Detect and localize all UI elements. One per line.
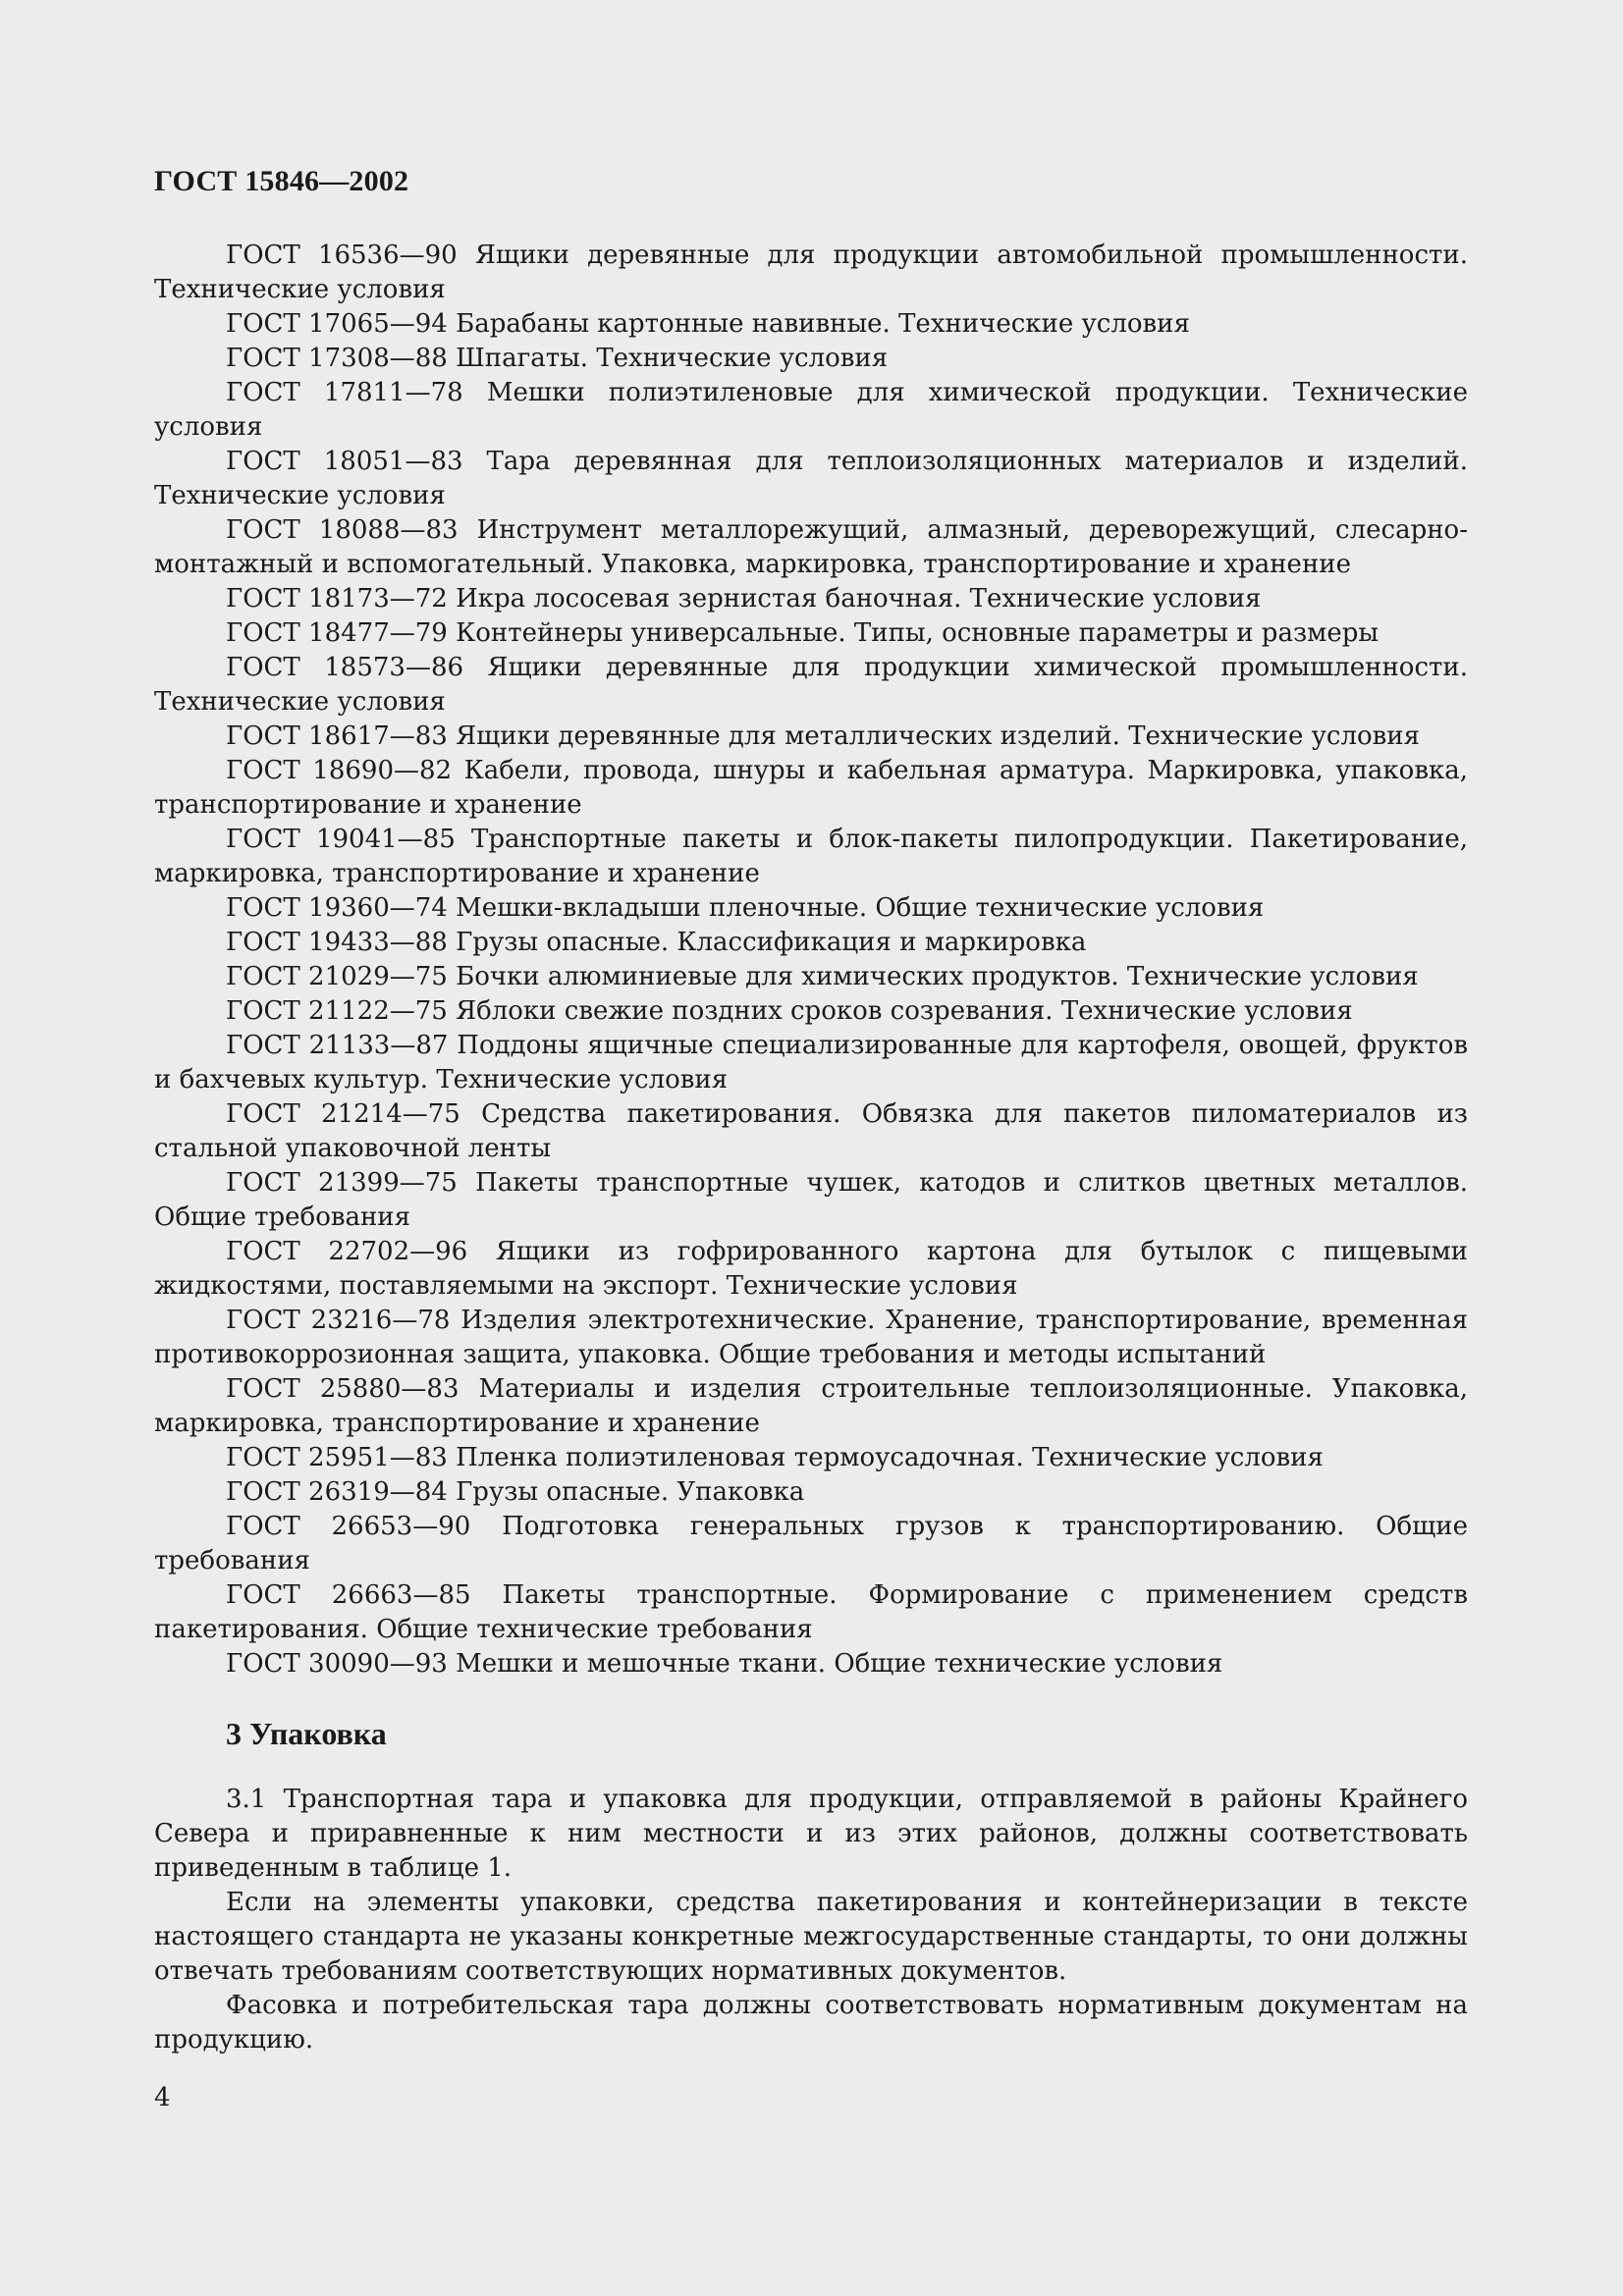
reference-item: ГОСТ 18173—72 Икра лососевая зернистая баночная. Технические условия xyxy=(226,584,1262,614)
reference-item: ГОСТ 22702—96 Ящики из гофрированного картона для бутылок с пищевыми жидкостями, поставляемыми на экспорт. Технические условия xyxy=(154,1237,1468,1301)
reference-item: ГОСТ 18690—82 Кабели, провода, шнуры и кабельная арматура. Маркировка, упаковка, транспортирование и хранение xyxy=(154,756,1468,820)
reference-item: ГОСТ 18051—83 Тара деревянная для теплоизоляционных материалов и изделий. Технические условия xyxy=(154,447,1468,510)
reference-item: ГОСТ 30090—93 Мешки и мешочные ткани. Общие технические условия xyxy=(226,1649,1223,1679)
reference-item: ГОСТ 23216—78 Изделия электротехнические. Хранение, транспортирование, временная противокоррозионная защита, упаковка. Общие требования и методы испытаний xyxy=(154,1306,1468,1369)
section-paragraph: Если на элементы упаковки, средства пакетирования и контейнеризации в тексте настоящего стандарта не указаны конкретные межгосударственные стандарты, то они должны отвечать требованиям соответствующих нормативных документов. xyxy=(154,1888,1468,1986)
section-body xyxy=(154,1783,1468,2057)
reference-item: ГОСТ 17065—94 Барабаны картонные навивные. Технические условия xyxy=(226,309,1190,339)
reference-item: ГОСТ 18573—86 Ящики деревянные для продукции химической промышленности. Технические условия xyxy=(154,653,1468,717)
reference-item: ГОСТ 19041—85 Транспортные пакеты и блок-пакеты пилопродукции. Пакетирование, маркировка, транспортирование и хранение xyxy=(154,825,1468,888)
reference-item: ГОСТ 18617—83 Ящики деревянные для металлических изделий. Технические условия xyxy=(226,721,1421,751)
reference-item: ГОСТ 21214—75 Средства пакетирования. Обвязка для пакетов пиломатериалов из стальной упаковочной ленты xyxy=(154,1099,1468,1163)
reference-item: ГОСТ 25951—83 Пленка полиэтиленовая термоусадочная. Технические условия xyxy=(226,1443,1324,1472)
section-title: 3 Упаковка xyxy=(226,1716,387,1751)
reference-item: ГОСТ 18088—83 Инструмент металлорежущий, алмазный, дереворежущий, слесарно-монтажный и вспомогательный. Упаковка, маркировка, транспортирование и хранение xyxy=(154,515,1468,579)
document-header: ГОСТ 15846—2002 xyxy=(154,165,409,197)
reference-item: ГОСТ 26663—85 Пакеты транспортные. Формирование с применением средств пакетирования. Общие технические требования xyxy=(154,1580,1468,1644)
reference-item: ГОСТ 21133—87 Поддоны ящичные специализированные для картофеля, овощей, фруктов и бахчевых культур. Технические условия xyxy=(154,1031,1468,1095)
reference-item: ГОСТ 17811—78 Мешки полиэтиленовые для химической продукции. Технические условия xyxy=(154,378,1468,442)
page-content xyxy=(154,239,1468,2057)
reference-item: ГОСТ 21399—75 Пакеты транспортные чушек, катодов и слитков цветных металлов. Общие требования xyxy=(154,1168,1468,1232)
section-paragraph: 3.1 Транспортная тара и упаковка для продукции, отправляемой в районы Крайнего Севера и приравненные к ним местности и из этих районов, должны соответствовать приведенным в таблице 1. xyxy=(154,1785,1468,1883)
reference-item: ГОСТ 26653—90 Подготовка генеральных грузов к транспортированию. Общие требования xyxy=(154,1512,1468,1575)
reference-item: ГОСТ 19360—74 Мешки-вкладыши пленочные. Общие технические условия xyxy=(226,893,1265,923)
section-paragraph: Фасовка и потребительская тара должны соответствовать нормативным документам на продукцию. xyxy=(154,1991,1468,2055)
reference-item: ГОСТ 21029—75 Бочки алюминиевые для химических продуктов. Технические условия xyxy=(226,962,1419,991)
page-number: 4 xyxy=(154,2083,171,2112)
reference-item: ГОСТ 26319—84 Грузы опасные. Упаковка xyxy=(226,1477,805,1507)
reference-item: ГОСТ 16536—90 Ящики деревянные для продукции автомобильной промышленности. Технические условия xyxy=(154,240,1468,304)
reference-item: ГОСТ 21122—75 Яблоки свежие поздних сроков созревания. Технические условия xyxy=(226,996,1353,1026)
reference-item: ГОСТ 17308—88 Шпагаты. Технические условия xyxy=(226,344,889,373)
reference-item: ГОСТ 18477—79 Контейнеры универсальные. Типы, основные параметры и размеры xyxy=(226,618,1380,648)
reference-item: ГОСТ 25880—83 Материалы и изделия строительные теплоизоляционные. Упаковка, маркировка, транспортирование и хранение xyxy=(154,1374,1468,1438)
normative-references-list xyxy=(154,239,1468,1682)
reference-item: ГОСТ 19433—88 Грузы опасные. Классификация и маркировка xyxy=(226,928,1087,957)
